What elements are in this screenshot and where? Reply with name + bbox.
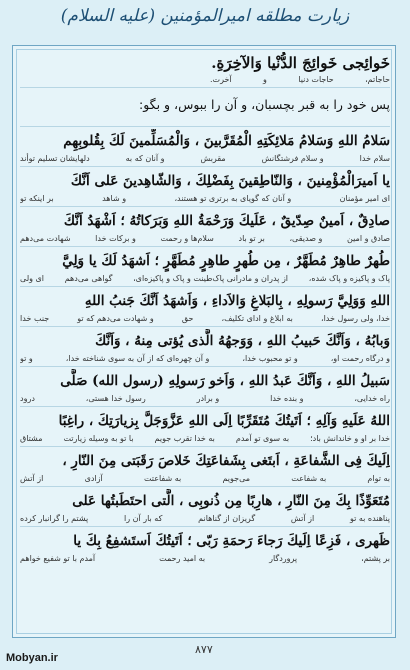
gloss-word: به امید رحمت [159, 554, 206, 563]
gloss-word: پشتم را گرانبار کرده [20, 514, 89, 523]
persian-gloss [20, 153, 390, 164]
verse-line [20, 529, 390, 564]
gloss-word: و صدیقی، [289, 234, 323, 243]
page-footer [0, 640, 410, 670]
page-title: زیارت مطلقه امیرالمؤمنین (علیه السلام) [60, 6, 350, 26]
gloss-word: و آنان که به [125, 154, 165, 163]
instruction-line [20, 90, 390, 124]
gloss-word: از آتش [290, 514, 315, 523]
gloss-word: پروردگار [269, 554, 298, 563]
gloss-word: از آتش [20, 474, 44, 483]
gloss-word: و برکات خدا [95, 234, 136, 243]
arabic-text: اللهِ وَوَلِيَّ رَسولِهِ ، بِالبَلاغِ وَالاَداءِ ، وَاَشهَدُ اَنَّكَ جَنبُ اللهِ [84, 293, 390, 309]
gloss-word: جنب خدا [20, 314, 50, 323]
arabic-text: خَوائِجى خَوائِجَ الدُّنْيا وَالآخِرَةِ. [211, 54, 390, 72]
arabic-text: صادِقٌ ، اَمينٌ صِدّيقٌ ، عَلَيكَ وَرَحْمَةُ اللهِ وَبَرَكاتُهُ ؛ اَشْهَدُ اَنَّكَ [63, 213, 390, 229]
arabic-text: مُتَعَوِّذًا بِكَ مِنَ النّارِ ، هارِبًا مِن ذُنوبِى ، الَّتى احتَطَبتُها عَلى [72, 493, 390, 509]
gloss-word: صادق و امین [347, 234, 390, 243]
gloss-word: می‌جویم [222, 474, 251, 483]
persian-gloss [20, 433, 390, 444]
persian-gloss [20, 513, 390, 524]
persian-gloss [20, 553, 390, 564]
page-number: ۸۷۷ [195, 643, 213, 656]
gloss-word: از پدران و مادرانی پاک‌طینت و پاک و پاکیزه‌ای، [133, 274, 289, 283]
gloss-word: و سلام فرشتگانش [261, 154, 324, 163]
site-watermark[interactable]: Mobyan.ir [6, 652, 58, 664]
gloss-word: درود [20, 394, 35, 403]
gloss-word: و شاهد [102, 194, 127, 203]
line-divider [20, 446, 390, 447]
gloss-word: راه خدایی، [354, 394, 390, 403]
verse-line [20, 489, 390, 524]
gloss-word: حق [181, 314, 194, 323]
verse-line [20, 369, 390, 404]
verse-line [20, 329, 390, 364]
gloss-word: به سوی تو آمدم [235, 434, 290, 443]
gloss-word: حاجات دنیا [298, 75, 334, 84]
line-divider [20, 286, 390, 287]
gloss-word: ای ولی [20, 274, 45, 283]
persian-gloss [20, 233, 390, 244]
gloss-word: و بنده خدا [270, 394, 304, 403]
persian-gloss [20, 473, 390, 484]
verse-line [20, 129, 390, 164]
gloss-word: دلهایشان تسلیم توأند [20, 154, 90, 163]
persian-gloss [20, 393, 390, 404]
line-divider [20, 406, 390, 407]
gloss-word: و [263, 75, 267, 84]
gloss-word: پناهنده به تو [349, 514, 390, 523]
gloss-word: گریزان از گناهانم [198, 514, 256, 523]
gloss-word: با تو به وسیله زیارتت [63, 434, 134, 443]
gloss-word: ای امیر مؤمنان [339, 194, 390, 203]
instruction-text: پس خود را به قبر بچسبان، و آن را ببوس، و بگو: [139, 97, 390, 112]
verse-line [20, 52, 390, 85]
line-divider [20, 87, 390, 88]
line-divider [20, 326, 390, 327]
gloss-word: به شفاعت [291, 474, 327, 483]
gloss-word: و تو محبوب خدا، [242, 354, 298, 363]
arabic-text: سَبيلُ اللهِ ، وَاَنَّكَ عَبدُ اللهِ ، وَاَخو رَسولِهِ (رسول الله) صَلَّى [60, 373, 390, 389]
verse-line [20, 209, 390, 244]
gloss-word: به توام [367, 474, 390, 483]
gloss-word: آمدم با تو شفیع خواهم [20, 554, 96, 563]
verse-line [20, 449, 390, 484]
gloss-word: خدا، ولی رسول خدا، [320, 314, 390, 323]
gloss-word: و شهادت می‌دهم که تو [77, 314, 154, 323]
gloss-word: به خدا تقرب جویم [154, 434, 215, 443]
page-header [0, 0, 410, 42]
verse-line [20, 169, 390, 204]
arabic-text: وَبابُهُ ، وَاَنَّكَ حَبيبُ اللهِ ، وَوَجهُهُ الَّذى يُؤتى مِنهُ ، وَاَنَّكَ [95, 333, 390, 349]
gloss-word: به شفاعتت [143, 474, 182, 483]
line-divider [20, 126, 390, 127]
gloss-word: بر تو باد [238, 234, 265, 243]
persian-gloss [20, 273, 390, 284]
persian-gloss [20, 74, 390, 85]
prayer-content [20, 52, 390, 564]
persian-gloss [20, 193, 390, 204]
arabic-text: سَلامُ اللهِ وَسَلامُ مَلائِكَتِهِ الْمُقَرَّبينَ ، وَالْمُسَلِّمينَ لَكَ بِقُلوبِهِم [63, 133, 390, 149]
verse-line [20, 289, 390, 324]
gloss-word: حاجاتم، [365, 75, 390, 84]
gloss-word: و آن چهره‌ای که از آن به سوی شناخته خدا، [65, 354, 210, 363]
persian-gloss [20, 353, 390, 364]
gloss-word: به ابلاغ و ادای تکلیف، [221, 314, 293, 323]
gloss-word: و درگاه رحمت او، [330, 354, 390, 363]
gloss-word: پاک و پاکیزه و پاک شده، [308, 274, 390, 283]
gloss-word: سلام خدا [359, 154, 390, 163]
gloss-word: شهادت می‌دهم [20, 234, 71, 243]
line-divider [20, 526, 390, 527]
gloss-word: خدا بر او و خاندانش باد؛ [310, 434, 390, 443]
arabic-text: ظَهرى ، فَزِعًا اِلَيكَ رَجاءَ رَحمَةِ رَبّى ؛ اَتَيتُكَ اَستَشفِعُ بِكَ يا [73, 533, 390, 549]
gloss-word: رسول خدا هستی، [85, 394, 146, 403]
arabic-text: طُهرٌ طاهِرٌ مُطَهَّرٌ ، مِن طُهرٍ طاهِرٍ مُطَهَّرٍ ؛ اَشهَدُ لَكَ يا وَلِيَّ [62, 253, 390, 269]
gloss-word: بر اینکه تو [20, 194, 54, 203]
verse-line [20, 409, 390, 444]
persian-gloss [20, 313, 390, 324]
line-divider [20, 246, 390, 247]
gloss-word: که بار آن را [123, 514, 163, 523]
line-divider [20, 166, 390, 167]
gloss-word: سلام‌ها و رحمت [160, 234, 214, 243]
gloss-word: بر پشتم، [361, 554, 390, 563]
gloss-word: گواهی می‌دهم [64, 274, 113, 283]
gloss-word: مشتاق [20, 434, 43, 443]
gloss-word: آخرت. [210, 75, 232, 84]
line-divider [20, 206, 390, 207]
verse-line [20, 249, 390, 284]
line-divider [20, 486, 390, 487]
gloss-word: و آنان که گویای به برتری تو هستند، [174, 194, 292, 203]
gloss-word: و برادر [196, 394, 220, 403]
gloss-word: مقربش [200, 154, 226, 163]
gloss-word: و تو [20, 354, 33, 363]
arabic-text: يا اَميرَالْمُؤْمِنينَ ، وَالنّاطِقينَ بِفَضْلِكَ ، وَالشّاهِدينَ عَلى اَنَّكَ [70, 173, 390, 189]
arabic-text: اللهُ عَلَيهِ وَآلِهِ ؛ اَتَيتُكَ مُتَقَرِّبًا اِلَى اللهِ عَزَّوَجَلَّ بِزيارَتِكَ ، راغِبًا [58, 413, 390, 429]
line-divider [20, 366, 390, 367]
arabic-text: اِلَيكَ فِى الشَّفاعَةِ ، اَبتَغى بِشَفاعَتِكَ خَلاصَ رَقَبَتى مِنَ النّارِ ، [62, 453, 390, 469]
gloss-word: آزادی [84, 474, 103, 483]
